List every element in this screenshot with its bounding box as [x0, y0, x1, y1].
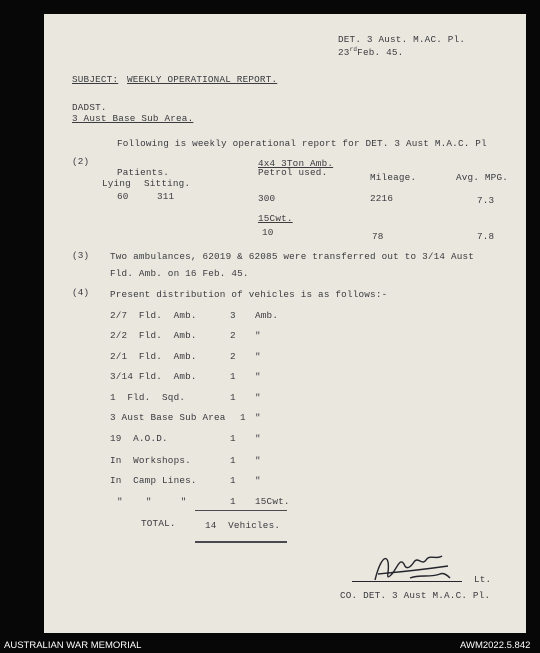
date-day: 23	[338, 47, 350, 59]
footer-right: AWM2022.5.842	[460, 640, 531, 651]
mileage-header: Mileage.	[370, 172, 417, 183]
section3-line1: Two ambulances, 62019 & 62085 were transferred out to 3/14 Aust	[110, 251, 475, 262]
row2-mileage: 78	[372, 231, 384, 242]
row-note: "	[255, 392, 261, 403]
header-date	[338, 44, 403, 58]
row-note: "	[255, 371, 261, 382]
row-unit: 2/1 Fld. Amb.	[110, 351, 197, 362]
row-count: 1	[240, 412, 246, 423]
address-line1: DADST.	[72, 102, 107, 113]
row-note: Amb.	[255, 310, 279, 321]
header-unit: DET. 3 Aust. M.AC. Pl.	[338, 34, 466, 45]
section3-line2: Fld. Amb. on 16 Feb. 45.	[110, 268, 249, 279]
row-note: "	[255, 330, 261, 341]
row-count: 1	[230, 455, 236, 466]
footer-left: AUSTRALIAN WAR MEMORIAL	[4, 640, 142, 651]
row1-sitting: 311	[157, 191, 175, 202]
date-suffix: rd	[349, 46, 358, 53]
sub-header-15cwt: 15Cwt.	[258, 213, 293, 224]
vehicle-header: 4x4 3Ton Amb.	[258, 158, 334, 169]
subtotal-rule	[195, 510, 287, 511]
section3-number: (3)	[72, 250, 90, 261]
row-count: 1	[230, 433, 236, 444]
row-unit: " " "	[117, 496, 187, 507]
mpg-header: Avg. MPG.	[456, 172, 509, 183]
section4-number: (4)	[72, 287, 90, 298]
row-count: 2	[230, 351, 236, 362]
row1-mpg: 7.3	[477, 195, 495, 206]
row-count: 1	[230, 496, 236, 507]
handwritten-signature	[370, 548, 460, 588]
total-label: TOTAL.	[141, 518, 176, 529]
petrol-header: Petrol used.	[258, 167, 328, 178]
row-note: "	[255, 455, 261, 466]
row-count: 1	[230, 475, 236, 486]
row-unit: 19 A.O.D.	[110, 433, 168, 444]
row-unit: In Camp Lines.	[110, 475, 197, 486]
row2-mpg: 7.8	[477, 231, 495, 242]
row1-lying: 60	[117, 191, 129, 202]
total-double-rule	[195, 541, 287, 543]
row-note: "	[255, 475, 261, 486]
signature-line	[352, 581, 462, 582]
section4-intro: Present distribution of vehicles is as follows:-	[110, 289, 388, 300]
total-value: 14 Vehicles.	[205, 520, 281, 531]
subject-title: WEEKLY OPERATIONAL REPORT.	[127, 74, 278, 85]
lying-header: Lying	[102, 178, 131, 189]
row-unit: 2/7 Fld. Amb.	[110, 310, 197, 321]
row-note: "	[255, 351, 261, 362]
section2-number: (2)	[72, 156, 90, 167]
row-unit: 3 Aust Base Sub Area	[110, 412, 226, 423]
subject-label: SUBJECT:	[72, 74, 119, 85]
row-count: 1	[230, 392, 236, 403]
signature-title: CO. DET. 3 Aust M.A.C. Pl.	[340, 590, 491, 601]
row-count: 1	[230, 371, 236, 382]
row-unit: 1 Fld. Sqd.	[110, 392, 186, 403]
row-note: 15Cwt.	[255, 496, 290, 507]
row-count: 3	[230, 310, 236, 321]
row-count: 2	[230, 330, 236, 341]
intro-text: Following is weekly operational report for DET. 3 Aust M.A.C. Pl	[117, 138, 487, 149]
row-note: "	[255, 433, 261, 444]
row-unit: 2/2 Fld. Amb.	[110, 330, 197, 341]
row2-petrol: 10	[262, 227, 274, 238]
row-note: "	[255, 412, 261, 423]
row1-petrol: 300	[258, 193, 276, 204]
address-line2: 3 Aust Base Sub Area.	[72, 113, 194, 124]
row-unit: 3/14 Fld. Amb.	[110, 371, 197, 382]
row1-mileage: 2216	[370, 193, 394, 204]
date-rest: Feb. 45.	[357, 47, 404, 59]
patients-header: Patients.	[117, 167, 170, 178]
sitting-header: Sitting.	[144, 178, 191, 189]
signature-rank: Lt.	[474, 574, 492, 585]
row-unit: In Workshops.	[110, 455, 191, 466]
